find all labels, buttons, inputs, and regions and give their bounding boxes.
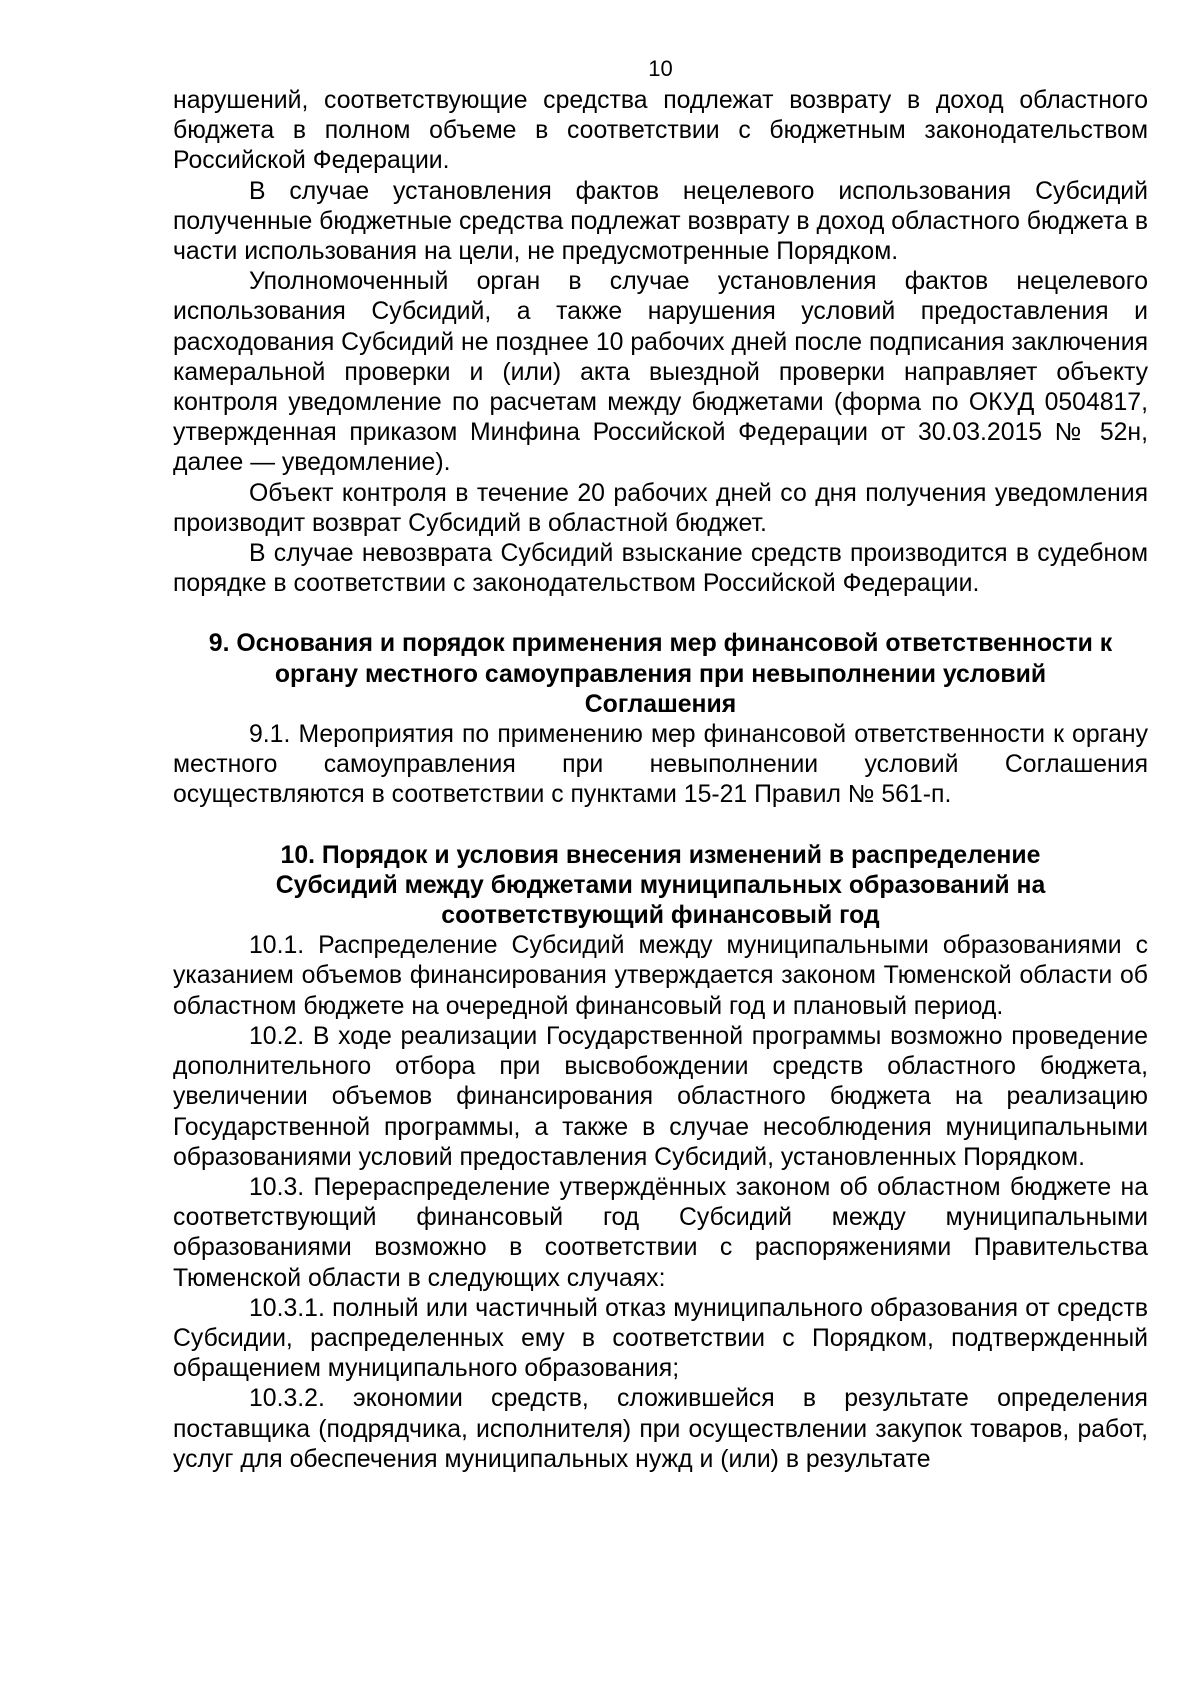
paragraph-10-3: 10.3. Перераспределение утверждённых законом об областном бюджете на соответствующий финансовый год Субсидий между муниципальными образованиями возможно в соответствии с распоряжениями Правительства Тюменской области в следующих случаях:: [173, 1173, 1148, 1292]
paragraph-continuation: нарушений, соответствующие средства подлежат возврату в доход областного бюджета в полном объеме в соответствии с бюджетным законодательством Российской Федерации.: [173, 87, 1148, 175]
page-number: 10: [648, 56, 673, 81]
paragraph-10-3-2: 10.3.2. экономии средств, сложившейся в результате определения поставщика (подрядчика, исполнителя) при осуществлении закупок товаров, работ, услуг для обеспечения муниципальных нужд и (или) в результате: [173, 1385, 1148, 1473]
paragraph-judicial-recovery: В случае невозврата Субсидий взыскание средств производится в судебном порядке в соответствии с законодательством Российской Федерации.: [173, 540, 1148, 598]
section-10-heading: [173, 841, 1148, 932]
section-10-heading-line: 10. Порядок и условия внесения изменений в распределение: [280, 841, 1041, 869]
paragraph-misuse-return: В случае установления фактов нецелевого использования Субсидий полученные бюджетные средства подлежат возврату в доход областного бюджета в части использования на цели, не предусмотренные Порядком.: [173, 177, 1148, 266]
section-10-heading-line: соответствующий финансовый год: [441, 902, 880, 930]
section-9-heading-line: Соглашения: [584, 690, 737, 718]
paragraph-return-deadline: Объект контроля в течение 20 рабочих дней со дня получения уведомления производит возврат Субсидий в областной бюджет.: [173, 479, 1148, 537]
section-9-heading: [173, 629, 1148, 720]
paragraph-10-1: 10.1. Распределение Субсидий между муниципальными образованиями с указанием объемов финансирования утверждается законом Тюменской области об областном бюджете на очередной финансовый год и плановый период.: [173, 932, 1148, 1020]
document-page: [173, 54, 1148, 1475]
section-9-heading-line: 9. Основания и порядок применения мер финансовой ответственности к: [208, 630, 1113, 658]
paragraph-authorized-body-notice: Уполномоченный орган в случае установления фактов нецелевого использования Субсидий, а также нарушения условий предоставления и расходования Субсидий не позднее 10 рабочих дней после подписания заключения камеральной проверки и (или) акта выездной проверки направляет объекту контроля уведомление по расчетам между бюджетами (форма по ОКУД 0504817, утвержденная приказом Минфина Российской Федерации от 30.03.2015 № 52н, далее — уведомление).: [173, 268, 1148, 477]
section-10-heading-line: Субсидий между бюджетами муниципальных образований на: [275, 871, 1046, 899]
paragraph-10-3-1: 10.3.1. полный или частичный отказ муниципального образования от средств Субсидии, распределенных ему в соответствии с Порядком, подтвержденный обращением муниципального образования;: [173, 1294, 1148, 1383]
paragraph-10-2: 10.2. В ходе реализации Государственной программы возможно проведение дополнительного отбора при высвобождении средств областного бюджета, увеличении объемов финансирования областного бюджета на реализацию Государственной программы, а также в случае несоблюдения муниципальными образованиями условий предоставления Субсидий, установленных Порядком.: [173, 1022, 1148, 1171]
section-9-heading-line: органу местного самоуправления при невыполнении условий: [274, 660, 1047, 688]
paragraph-9-1: 9.1. Мероприятия по применению мер финансовой ответственности к органу местного самоуправления при невыполнении условий Соглашения осуществляются в соответствии с пунктами 15-21 Правил № 561-п.: [173, 721, 1148, 809]
